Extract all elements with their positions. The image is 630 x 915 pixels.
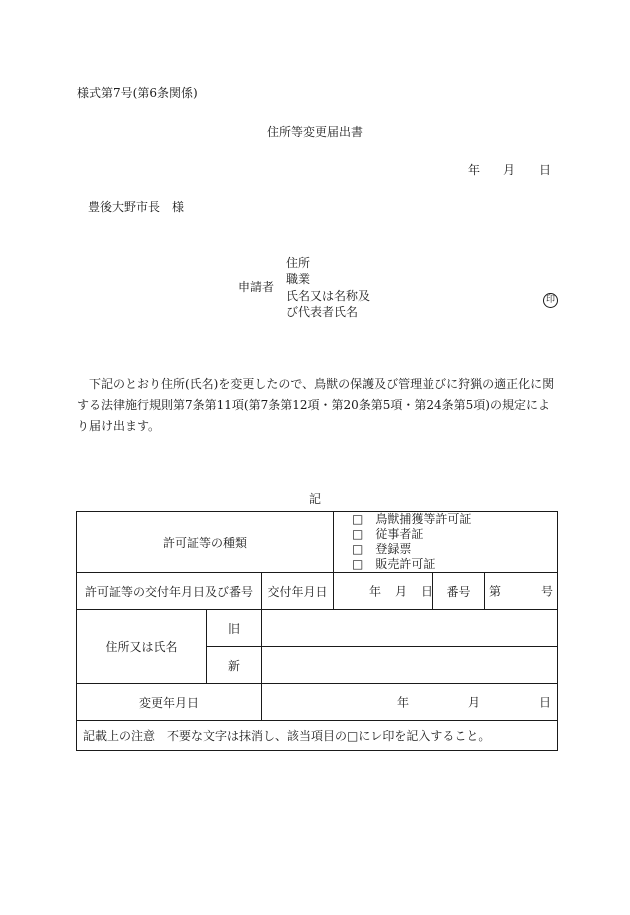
document-title: 住所等変更届出書 (266, 125, 363, 139)
row-permit-kind (77, 512, 558, 573)
seal-mark: 印 (543, 293, 558, 308)
row-change-date (77, 684, 558, 721)
checkbox[interactable]: □ (352, 542, 364, 556)
row-old (77, 610, 558, 647)
row-note (77, 721, 558, 751)
applicant-name-label-2: び代表者氏名 (286, 305, 359, 319)
change-day: 日 (539, 695, 552, 710)
issue-month: 月 (395, 584, 408, 599)
change-date-field[interactable] (262, 684, 558, 721)
applicant-name-label-1: 氏名又は名称及 (286, 289, 371, 303)
header-year-label: 年 (468, 163, 481, 177)
checkbox[interactable]: □ (352, 527, 364, 541)
number-suffix: 号 (541, 584, 554, 599)
filling-note: 記載上の注意 不要な文字は抹消し、該当項目の□にレ印を記入すること。 (77, 721, 558, 751)
applicant-occupation-label: 職業 (286, 272, 311, 286)
body-text: 下記のとおり住所(氏名)を変更したので、鳥獣の保護及び管理並びに狩猟の適正化に関する法律施行規則第7条第11項(第7条第12項・第20条第5項・第24条第5項)の規定により届け出ます。 (77, 377, 555, 433)
old-value-field[interactable] (262, 610, 558, 647)
applicant-address-label: 住所 (286, 256, 311, 270)
ki-heading: 記 (308, 492, 321, 506)
header-day-label: 日 (539, 163, 552, 177)
addressee: 豊後大野市長 様 (88, 200, 185, 214)
issue-date-label: 交付年月日 (262, 573, 334, 610)
issue-year: 年 (369, 584, 382, 599)
permit-kind-options (334, 512, 558, 573)
option-sales-permit[interactable]: □ 販売許可証 (352, 557, 436, 571)
checkbox[interactable]: □ (352, 557, 364, 571)
option-worker-cert[interactable]: □ 従事者証 (352, 527, 424, 541)
change-year: 年 (397, 695, 410, 710)
number-field[interactable] (485, 573, 558, 610)
issue-date-field[interactable] (334, 573, 433, 610)
new-label: 新 (207, 647, 262, 684)
form-number: 様式第7号(第6条関係) (77, 86, 198, 100)
number-label: 番号 (433, 573, 485, 610)
new-value-field[interactable] (262, 647, 558, 684)
issue-day: 日 (421, 584, 434, 599)
option-registration[interactable]: □ 登録票 (352, 542, 412, 556)
change-month: 月 (468, 695, 481, 710)
option-hunting-permit[interactable]: □ 鳥獣捕獲等許可証 (352, 512, 472, 526)
old-label: 旧 (207, 610, 262, 647)
issue-label: 許可証等の交付年月日及び番号 (77, 573, 262, 610)
checkbox[interactable]: □ (352, 512, 364, 526)
form-table (76, 511, 558, 751)
number-prefix: 第 (489, 584, 502, 599)
header-month-label: 月 (503, 163, 516, 177)
row-issue (77, 573, 558, 610)
applicant-label: 申請者 (238, 280, 275, 294)
address-name-label: 住所又は氏名 (77, 610, 207, 684)
permit-kind-label: 許可証等の種類 (77, 512, 334, 573)
change-date-label: 変更年月日 (77, 684, 262, 721)
